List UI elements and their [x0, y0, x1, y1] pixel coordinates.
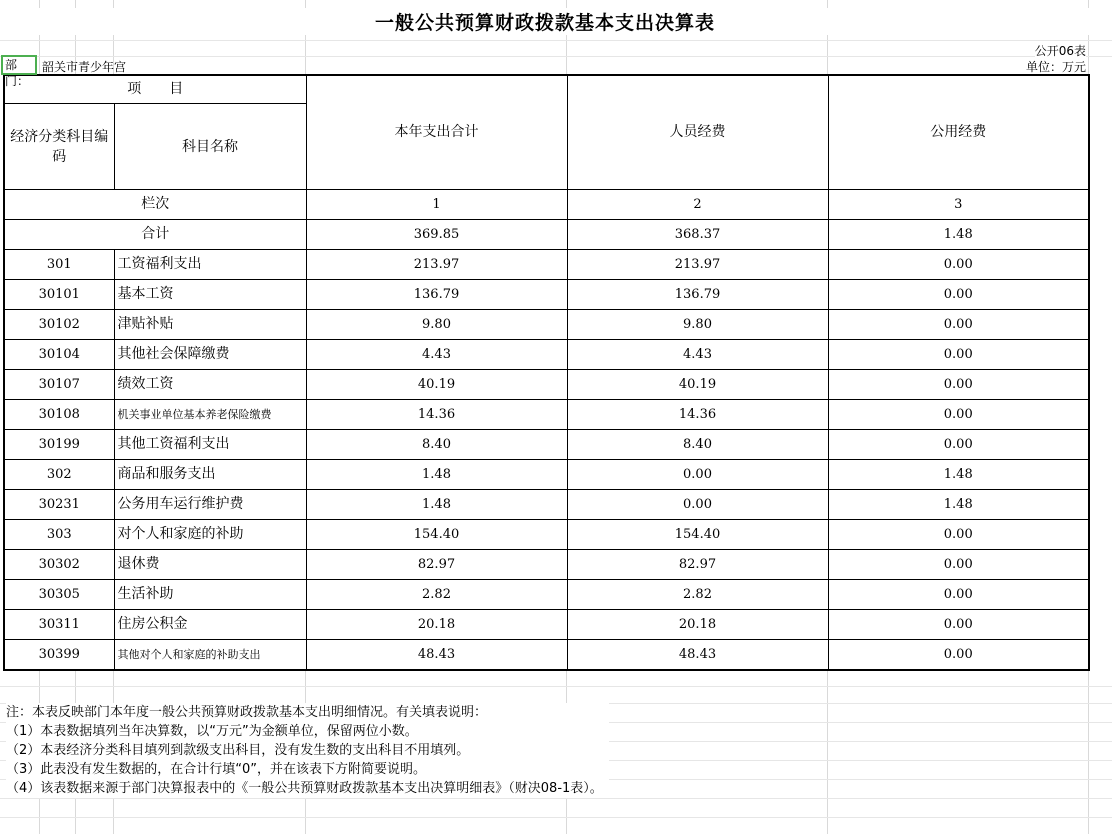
row-code[interactable]: 30199 — [4, 430, 114, 460]
table-row — [4, 460, 1089, 490]
col-index-1[interactable]: 1 — [306, 190, 567, 220]
row-name[interactable]: 基本工资 — [114, 280, 306, 310]
row-total[interactable]: 20.18 — [306, 610, 567, 640]
row-code[interactable]: 301 — [4, 250, 114, 280]
row-personnel[interactable]: 2.82 — [567, 580, 828, 610]
row-name[interactable]: 住房公积金 — [114, 610, 306, 640]
table-row — [4, 400, 1089, 430]
row-personnel[interactable]: 40.19 — [567, 370, 828, 400]
row-personnel[interactable]: 0.00 — [567, 490, 828, 520]
row-code[interactable]: 303 — [4, 520, 114, 550]
row-code[interactable]: 30399 — [4, 640, 114, 671]
note-line[interactable]: （4）该表数据来源于部门决算报表中的《一般公共预算财政拨款基本支出决算明细表》（财决08-1表）。 — [6, 781, 603, 796]
row-name[interactable]: 生活补助 — [114, 580, 306, 610]
row-public[interactable]: 0.00 — [828, 430, 1089, 460]
row-personnel[interactable]: 9.80 — [567, 310, 828, 340]
row-total[interactable]: 136.79 — [306, 280, 567, 310]
row-personnel[interactable]: 20.18 — [567, 610, 828, 640]
table-row — [4, 490, 1089, 520]
total-label[interactable]: 合计 — [4, 220, 306, 250]
header-public[interactable]: 公用经费 — [828, 75, 1089, 190]
row-personnel[interactable]: 14.36 — [567, 400, 828, 430]
header-item[interactable]: 项 目 — [4, 75, 306, 104]
row-personnel[interactable]: 82.97 — [567, 550, 828, 580]
row-public[interactable]: 1.48 — [828, 460, 1089, 490]
table-row — [4, 610, 1089, 640]
total-row — [4, 220, 1089, 250]
notes-section — [6, 703, 609, 798]
row-name[interactable]: 对个人和家庭的补助 — [114, 520, 306, 550]
row-total[interactable]: 154.40 — [306, 520, 567, 550]
selected-cell-department-label[interactable]: 部门： — [1, 55, 37, 75]
row-public[interactable]: 0.00 — [828, 610, 1089, 640]
header-code[interactable]: 经济分类科目编码 — [4, 104, 114, 190]
row-code[interactable]: 30102 — [4, 310, 114, 340]
row-total[interactable]: 14.36 — [306, 400, 567, 430]
row-name[interactable]: 商品和服务支出 — [114, 460, 306, 490]
row-personnel[interactable]: 48.43 — [567, 640, 828, 671]
row-public[interactable]: 0.00 — [828, 400, 1089, 430]
table-row — [4, 340, 1089, 370]
row-total[interactable]: 48.43 — [306, 640, 567, 671]
row-name[interactable]: 其他社会保障缴费 — [114, 340, 306, 370]
row-total[interactable]: 9.80 — [306, 310, 567, 340]
row-code[interactable]: 30302 — [4, 550, 114, 580]
row-code[interactable]: 30108 — [4, 400, 114, 430]
row-total[interactable]: 40.19 — [306, 370, 567, 400]
row-public[interactable]: 0.00 — [828, 250, 1089, 280]
row-personnel[interactable]: 0.00 — [567, 460, 828, 490]
col-index-2[interactable]: 2 — [567, 190, 828, 220]
row-public[interactable]: 1.48 — [828, 490, 1089, 520]
total-personnel[interactable]: 368.37 — [567, 220, 828, 250]
row-total[interactable]: 4.43 — [306, 340, 567, 370]
table-row — [4, 370, 1089, 400]
row-code[interactable]: 30231 — [4, 490, 114, 520]
row-code[interactable]: 302 — [4, 460, 114, 490]
row-code[interactable]: 30311 — [4, 610, 114, 640]
row-total[interactable]: 2.82 — [306, 580, 567, 610]
row-total[interactable]: 82.97 — [306, 550, 567, 580]
note-line[interactable]: （2）本表经济分类科目填列到款级支出科目，没有发生数的支出科目不用填列。 — [6, 743, 470, 758]
form-number: 公开06表 — [1034, 44, 1086, 58]
table-row — [4, 580, 1089, 610]
col-index-3[interactable]: 3 — [828, 190, 1089, 220]
row-total[interactable]: 8.40 — [306, 430, 567, 460]
row-public[interactable]: 0.00 — [828, 340, 1089, 370]
total-public[interactable]: 1.48 — [828, 220, 1089, 250]
row-name[interactable]: 津贴补贴 — [114, 310, 306, 340]
row-total[interactable]: 1.48 — [306, 490, 567, 520]
note-line[interactable]: （1）本表数据填列当年决算数，以“万元”为金额单位，保留两位小数。 — [6, 724, 418, 739]
row-name[interactable]: 退休费 — [114, 550, 306, 580]
report-title: 一般公共预算财政拨款基本支出决算表 — [0, 8, 1090, 35]
row-code[interactable]: 30101 — [4, 280, 114, 310]
row-code[interactable]: 30305 — [4, 580, 114, 610]
table-row — [4, 250, 1089, 280]
row-personnel[interactable]: 8.40 — [567, 430, 828, 460]
row-personnel[interactable]: 4.43 — [567, 340, 828, 370]
table-row — [4, 310, 1089, 340]
row-name[interactable]: 工资福利支出 — [114, 250, 306, 280]
total-sum[interactable]: 369.85 — [306, 220, 567, 250]
table-row — [4, 550, 1089, 580]
row-name[interactable]: 绩效工资 — [114, 370, 306, 400]
row-name[interactable]: 公务用车运行维护费 — [114, 490, 306, 520]
row-personnel[interactable]: 213.97 — [567, 250, 828, 280]
table-row — [4, 280, 1089, 310]
row-personnel[interactable]: 154.40 — [567, 520, 828, 550]
row-public[interactable]: 0.00 — [828, 310, 1089, 340]
row-name[interactable]: 其他对个人和家庭的补助支出 — [114, 640, 306, 671]
note-line[interactable]: 注：本表反映部门本年度一般公共预算财政拨款基本支出明细情况。有关填表说明： — [6, 705, 488, 720]
row-public[interactable]: 0.00 — [828, 580, 1089, 610]
row-public[interactable]: 0.00 — [828, 640, 1089, 671]
header-total[interactable]: 本年支出合计 — [306, 75, 567, 190]
header-personnel[interactable]: 人员经费 — [567, 75, 828, 190]
note-line[interactable]: （3）此表没有发生数据的，在合计行填“0”，并在该表下方附简要说明。 — [6, 762, 427, 777]
unit-label: 单位：万元 — [1025, 60, 1086, 74]
table-row — [4, 430, 1089, 460]
row-public[interactable]: 0.00 — [828, 370, 1089, 400]
row-public[interactable]: 0.00 — [828, 520, 1089, 550]
row-code[interactable]: 30104 — [4, 340, 114, 370]
row-total[interactable]: 213.97 — [306, 250, 567, 280]
row-total[interactable]: 1.48 — [306, 460, 567, 490]
row-code[interactable]: 30107 — [4, 370, 114, 400]
row-personnel[interactable]: 136.79 — [567, 280, 828, 310]
row-public[interactable]: 0.00 — [828, 550, 1089, 580]
row-name[interactable]: 机关事业单位基本养老保险缴费 — [114, 400, 306, 430]
row-public[interactable]: 0.00 — [828, 280, 1089, 310]
department-value[interactable]: 韶关市青少年宫 — [42, 60, 127, 74]
header-name[interactable]: 科目名称 — [114, 104, 306, 190]
table-row — [4, 520, 1089, 550]
expenditure-table — [3, 74, 1090, 671]
table-row — [4, 640, 1089, 671]
row-name[interactable]: 其他工资福利支出 — [114, 430, 306, 460]
col-index-label[interactable]: 栏次 — [4, 190, 306, 220]
